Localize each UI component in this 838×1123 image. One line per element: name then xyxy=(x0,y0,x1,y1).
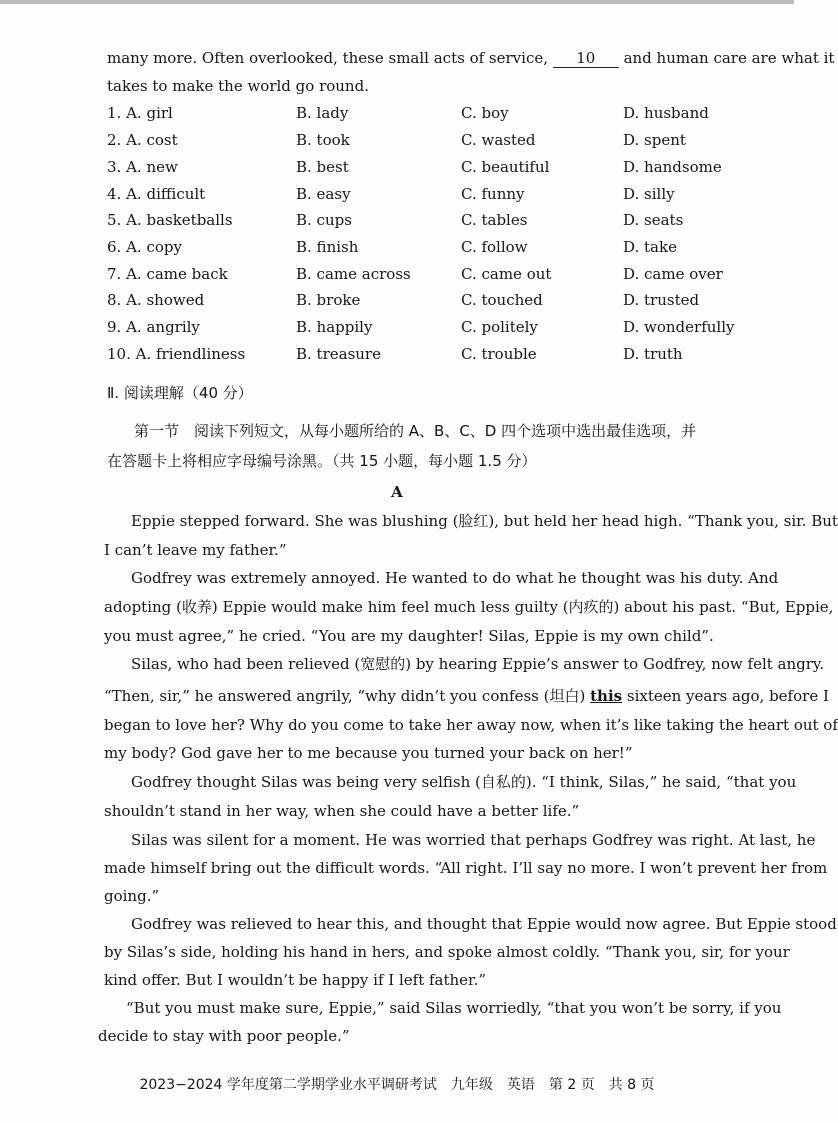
option-a: A. angrily xyxy=(126,318,200,336)
cloze-row-4 xyxy=(107,184,205,204)
passage-p4-line-2: shouldn’t stand in her way, when she could have a better life.” xyxy=(104,802,580,820)
passage-p2-line-2: adopting (收养) Eppie would make him feel much less guilty (内疚的) about his past. “But, Eppie, xyxy=(104,598,834,616)
passage-p1-line-1: Eppie stepped forward. She was blushing (脸红), but held her head high. “Thank you, sir. But xyxy=(131,512,838,530)
passage-p2-line-3: you must agree,” he cried. “You are my daughter! Silas, Eppie is my own child”. xyxy=(104,627,714,645)
question-number: 4. xyxy=(107,185,122,203)
option-b: B. came across xyxy=(296,265,411,283)
option-d: D. silly xyxy=(623,185,675,203)
option-b: B. took xyxy=(296,131,350,149)
underlined-word-this: this xyxy=(590,687,623,705)
intro-text-pre: many more. Often overlooked, these small acts of service, xyxy=(107,49,548,67)
cloze-row-7 xyxy=(107,264,228,284)
section-heading: Ⅱ. 阅读理解（40 分） xyxy=(107,384,253,402)
instruction-line-1: 第一节 阅读下列短文，从每小题所给的 A、B、C、D 四个选项中选出最佳选项，并 xyxy=(134,422,697,440)
instruction-line-2: 在答题卡上将相应字母编号涂黑。（共 15 小题，每小题 1.5 分） xyxy=(107,452,537,470)
question-number: 1. xyxy=(107,104,122,122)
option-c: C. follow xyxy=(461,238,528,256)
option-c: C. funny xyxy=(461,185,525,203)
passage-p3-line-1: Silas, who had been relieved (宽慰的) by hearing Eppie’s answer to Godfrey, now felt angry. xyxy=(131,655,825,673)
page-footer: 2023−2024 学年度第二学期学业水平调研考试 九年级 英语 第 2 页 共 8 页 xyxy=(139,1077,655,1093)
passage-p2-line-1: Godfrey was extremely annoyed. He wanted to do what he thought was his duty. And xyxy=(131,569,779,587)
option-d: D. spent xyxy=(623,131,686,149)
passage-p6-line-2: by Silas’s side, holding his hand in hers, and spoke almost coldly. “Thank you, sir, for your xyxy=(104,943,790,961)
cloze-row-10 xyxy=(107,344,245,364)
option-a: A. showed xyxy=(126,291,205,309)
cloze-row-3 xyxy=(107,157,178,177)
cloze-row-8 xyxy=(107,290,204,310)
cloze-row-5 xyxy=(107,210,233,230)
option-a: A. difficult xyxy=(126,185,206,203)
option-c: C. came out xyxy=(461,265,552,283)
option-b: B. happily xyxy=(296,318,373,336)
option-b: B. lady xyxy=(296,104,349,122)
passage-p5-line-1: Silas was silent for a moment. He was worried that perhaps Godfrey was right. At last, he xyxy=(131,831,816,849)
question-number: 8. xyxy=(107,291,122,309)
option-d: D. take xyxy=(623,238,677,256)
passage-p3-line-4: my body? God gave her to me because you turned your back on her!” xyxy=(104,744,633,762)
option-a: A. basketballs xyxy=(126,211,233,229)
option-d: D. trusted xyxy=(623,291,700,309)
option-b: B. cups xyxy=(296,211,352,229)
cloze-row-9 xyxy=(107,317,200,337)
passage-p6-line-3: kind offer. But I wouldn’t be happy if I left father.” xyxy=(104,971,487,989)
passage-p5-line-3: going.” xyxy=(104,887,160,905)
answer-blank-10: 10 xyxy=(553,49,619,68)
scan-edge xyxy=(0,0,794,4)
question-number: 9. xyxy=(107,318,122,336)
option-c: C. boy xyxy=(461,104,509,122)
option-d: D. wonderfully xyxy=(623,318,735,336)
question-number: 5. xyxy=(107,211,122,229)
option-a: A. cost xyxy=(126,131,178,149)
option-b: B. easy xyxy=(296,185,351,203)
option-c: C. trouble xyxy=(461,345,537,363)
question-number: 2. xyxy=(107,131,122,149)
cloze-row-1 xyxy=(107,103,173,123)
cloze-row-2 xyxy=(107,130,178,150)
option-c: C. politely xyxy=(461,318,538,336)
passage-p5-line-2: made himself bring out the difficult words. “All right. I’ll say no more. I won’t prevent her from xyxy=(104,859,828,877)
option-d: D. came over xyxy=(623,265,723,283)
intro-text-post: and human care are what it xyxy=(623,49,835,67)
passage-p3-line-2-pre: “Then, sir,” he answered angrily, “why didn’t you confess (坦白) xyxy=(104,687,586,705)
option-d: D. seats xyxy=(623,211,684,229)
option-c: C. wasted xyxy=(461,131,536,149)
question-number: 6. xyxy=(107,238,122,256)
intro-line-1 xyxy=(107,48,834,68)
passage-label: A xyxy=(391,483,403,501)
option-c: C. beautiful xyxy=(461,158,550,176)
passage-p3-line-3: began to love her? Why do you come to take her away now, when it’s like taking the heart out of xyxy=(104,716,838,734)
question-number: 7. xyxy=(107,265,122,283)
option-b: B. broke xyxy=(296,291,361,309)
passage-p7-line-1: “But you must make sure, Eppie,” said Silas worriedly, “that you won’t be sorry, if you xyxy=(126,999,782,1017)
passage-p3-line-2 xyxy=(104,686,829,706)
option-b: B. best xyxy=(296,158,349,176)
passage-p3-line-2-post: sixteen years ago, before I xyxy=(626,687,829,705)
passage-p7-line-2: decide to stay with poor people.” xyxy=(98,1027,350,1045)
option-b: B. finish xyxy=(296,238,359,256)
option-a: A. friendliness xyxy=(135,345,246,363)
option-c: C. tables xyxy=(461,211,528,229)
option-b: B. treasure xyxy=(296,345,381,363)
option-d: D. handsome xyxy=(623,158,722,176)
option-d: D. truth xyxy=(623,345,683,363)
option-d: D. husband xyxy=(623,104,709,122)
question-number: 3. xyxy=(107,158,122,176)
intro-line-2: takes to make the world go round. xyxy=(107,77,369,95)
option-a: A. new xyxy=(126,158,178,176)
option-a: A. girl xyxy=(126,104,173,122)
passage-p4-line-1: Godfrey thought Silas was being very selfish (自私的). “I think, Silas,” he said, “that you xyxy=(131,773,797,791)
passage-p6-line-1: Godfrey was relieved to hear this, and thought that Eppie would now agree. But Eppie stood xyxy=(131,915,837,933)
cloze-row-6 xyxy=(107,237,182,257)
passage-p1-line-2: I can’t leave my father.” xyxy=(104,541,287,559)
question-number: 10. xyxy=(107,345,131,363)
option-c: C. touched xyxy=(461,291,543,309)
option-a: A. copy xyxy=(126,238,182,256)
option-a: A. came back xyxy=(126,265,228,283)
